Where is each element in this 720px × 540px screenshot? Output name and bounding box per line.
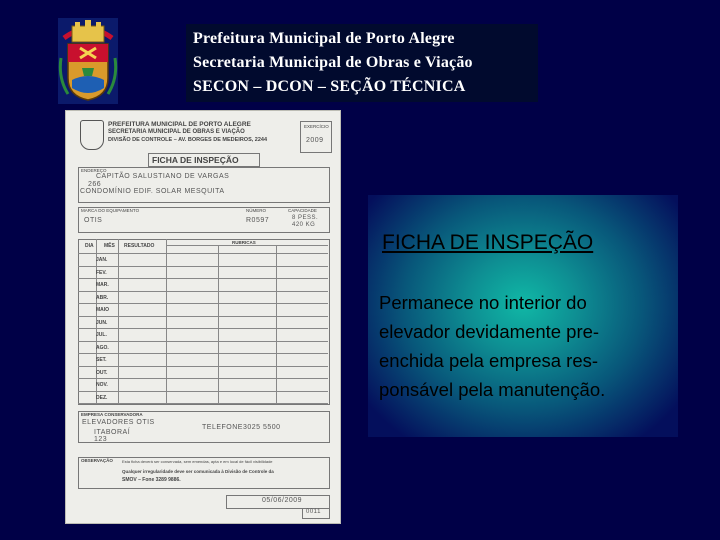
observacao-text2: Qualquer irregularidade deve ser comunicada à Divisão de Controle da — [122, 469, 274, 474]
inspection-table — [78, 239, 330, 405]
month-label: ABR. — [96, 294, 109, 301]
inspection-form-scan — [65, 110, 341, 524]
empresa-num: 123 — [94, 436, 108, 443]
col-mes-header: MÊS — [104, 243, 115, 249]
numero-value: R0597 — [246, 217, 270, 224]
exercicio-label: EXERCÍCIO — [304, 124, 329, 129]
capacidade-label: CAPACIDADE — [288, 208, 317, 213]
month-label: FEV. — [96, 269, 107, 276]
col-rubricas-header: RUBRICAS — [232, 240, 256, 245]
header-line-secretaria: Secretaria Municipal de Obras e Viação — [193, 54, 473, 71]
capacidade-value1: 8 PESS. — [292, 215, 319, 221]
month-label: NOV. — [96, 382, 108, 388]
col-dia-header: DIA — [85, 243, 94, 249]
coat-of-arms-logo — [58, 18, 118, 104]
endereco-street: CAPITÃO SALUSTIANO DE VARGAS — [96, 173, 230, 180]
form-serial: 0011 — [306, 509, 321, 515]
month-label: MAR. — [96, 282, 109, 288]
observacao-text3: SMOV – Fone 3289 9886. — [122, 477, 181, 483]
panel-text-line4: ponsável pela manutenção. — [379, 379, 606, 400]
empresa-label: EMPRESA CONSERVADORA — [81, 412, 143, 417]
header-line-prefeitura: Prefeitura Municipal de Porto Alegre — [193, 30, 455, 47]
observacao-label: OBSERVAÇÃO — [81, 458, 113, 463]
month-label: SET. — [96, 357, 107, 363]
form-header-line1: PREFEITURA MUNICIPAL DE PORTO ALEGRE — [108, 121, 251, 128]
panel-title: FICHA DE INSPEÇÃO — [382, 231, 594, 254]
endereco-number: 266 — [88, 181, 102, 188]
panel-text-line3: enchida pela empresa res- — [379, 350, 599, 371]
marca-label: MARCA DO EQUIPAMENTO — [81, 208, 140, 213]
month-label: DEZ. — [96, 394, 108, 401]
telefone-value: TELEFONE3025 5500 — [202, 424, 281, 431]
observacao-text1: Esta ficha deverá ser conservada, sem emendas, apta e em local de fácil visibilidade — [122, 459, 273, 464]
panel-text-line2: elevador devidamente pre- — [379, 321, 600, 342]
month-label: JUN. — [96, 319, 108, 326]
panel-text-line1: Permanece no interior do — [379, 292, 587, 313]
marca-value: OTIS — [84, 217, 103, 224]
endereco-condominio: CONDOMÍNIO EDIF. SOLAR MESQUITA — [80, 188, 225, 195]
endereco-label: ENDEREÇO — [81, 168, 107, 173]
empresa-rua: ITABORAÍ — [94, 429, 131, 436]
month-label: JAN. — [96, 257, 108, 263]
form-date: 05/06/2009 — [262, 497, 303, 504]
month-label: JUL. — [96, 332, 107, 338]
header-box — [186, 24, 538, 102]
form-title: FICHA DE INSPEÇÃO — [152, 155, 239, 165]
month-label: AGO. — [96, 344, 109, 351]
month-label: MAIO — [96, 307, 110, 313]
exercicio-value: 2009 — [306, 137, 324, 144]
month-label: OUT. — [96, 369, 108, 376]
form-crest-icon — [80, 120, 104, 150]
numero-label: NÚMERO — [246, 208, 266, 213]
info-panel — [368, 195, 678, 437]
form-header-line3: DIVISÃO DE CONTROLE – AV. BORGES DE MEDEIROS, 2244 — [108, 137, 268, 143]
capacidade-value2: 420 KG — [292, 222, 316, 228]
header-line-secao: SECON – DCON – SEÇÃO TÉCNICA — [193, 78, 466, 95]
empresa-value: ELEVADORES OTIS — [82, 419, 155, 426]
form-header-line2: SECRETARIA MUNICIPAL DE OBRAS E VIAÇÃO — [108, 129, 245, 135]
col-resultado-header: RESULTADO — [124, 243, 155, 249]
coat-of-arms-icon — [58, 18, 118, 104]
